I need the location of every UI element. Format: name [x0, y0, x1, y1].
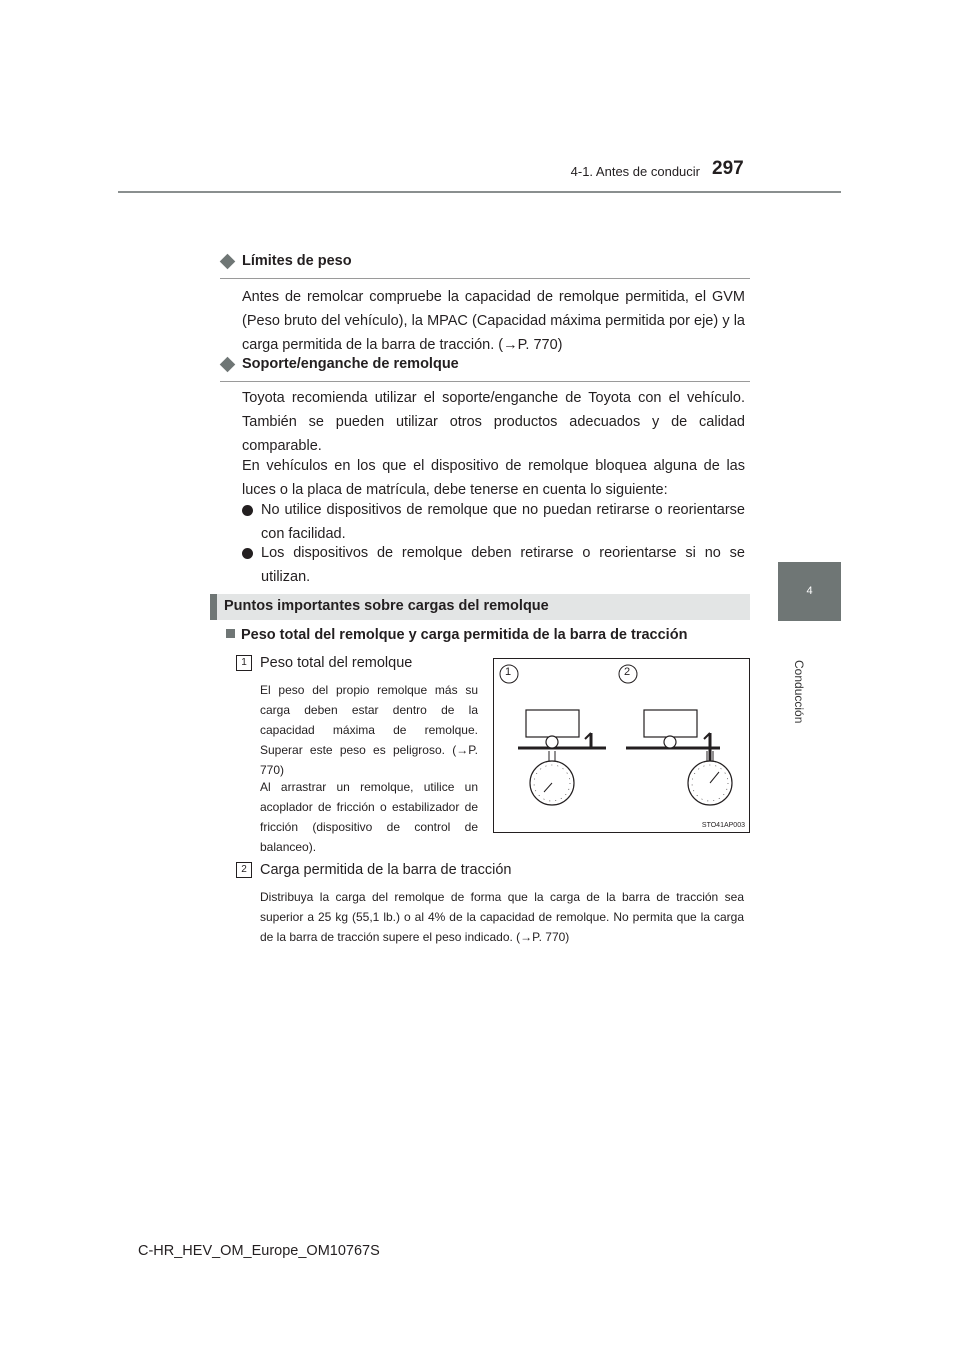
- bar-title: Puntos importantes sobre cargas del remolque: [224, 598, 549, 614]
- item-title: Carga permitida de la barra de tracción: [260, 862, 512, 878]
- subheading-trailer-weight: Peso total del remolque y carga permitida de la barra de tracción: [226, 627, 687, 643]
- paragraph: Toyota recomienda utilizar el soporte/enganche de Toyota con el vehículo. También se pueden utilizar otros productos adecuados y de calidad comparable.: [242, 390, 745, 454]
- trailer-scale-diagram: [494, 659, 749, 832]
- header-rule: [118, 191, 841, 193]
- section-title: 4-1. Antes de conducir: [570, 164, 700, 179]
- page-number: 297: [712, 158, 744, 179]
- subheading-text: Soporte/enganche de remolque: [242, 356, 459, 372]
- bullet-icon: [242, 548, 253, 559]
- subheading-weight-limits: [220, 252, 750, 279]
- item-title: Peso total del remolque: [260, 655, 413, 671]
- list-item: No utilice dispositivos de remolque que no puedan retirarse o reorientarse con facilidad.: [242, 498, 745, 546]
- document-code: C-HR_HEV_OM_Europe_OM10767S: [138, 1243, 380, 1259]
- number-badge: 1: [236, 655, 252, 671]
- paragraph: Antes de remolcar compruebe la capacidad de remolque permitida, el GVM (Peso bruto del vehículo), la MPAC (Capacidad máxima permitida por eje) y la carga permitida de la barra de tracción. (→P. 770): [242, 289, 745, 353]
- number-badge: 2: [236, 862, 252, 878]
- subheading-hitch: [220, 355, 750, 382]
- list-item: Los dispositivos de remolque deben retirarse o reorientarse si no se utilizan.: [242, 541, 745, 589]
- item-text: Al arrastrar un remolque, utilice un acoplador de fricción o estabilizador de fricción (dispositivo de control de balanceo).: [260, 780, 478, 854]
- figure-code: STO41AP003: [701, 822, 745, 829]
- item-text: El peso del propio remolque más su carga deben estar dentro de la capacidad máxima de remolque. Superar este peso es peligroso. (→P. 770): [260, 683, 478, 777]
- square-icon: [226, 629, 235, 638]
- section-bar: [210, 594, 750, 620]
- figure-trailer-weights: [493, 658, 750, 833]
- bullet-icon: [242, 505, 253, 516]
- chapter-label: Conducción: [792, 660, 806, 724]
- figure-label: 1: [505, 666, 512, 678]
- diamond-icon: [220, 254, 236, 270]
- figure-label: 2: [624, 666, 631, 678]
- chapter-tab: 4: [778, 562, 841, 621]
- item-text: Distribuya la carga del remolque de forma que la carga de la barra de tracción sea superior a 25 kg (55,1 lb.) o al 4% de la capacidad de remolque. No permita que la carga de la barra de tracción supere el peso indicado. (→P. 770): [260, 890, 744, 944]
- diamond-icon: [220, 357, 236, 373]
- paragraph: En vehículos en los que el dispositivo de remolque bloquea alguna de las luces o la placa de matrícula, debe tenerse en cuenta lo siguiente:: [242, 458, 745, 498]
- bar-edge: [210, 594, 217, 620]
- subheading-text: Límites de peso: [242, 253, 352, 269]
